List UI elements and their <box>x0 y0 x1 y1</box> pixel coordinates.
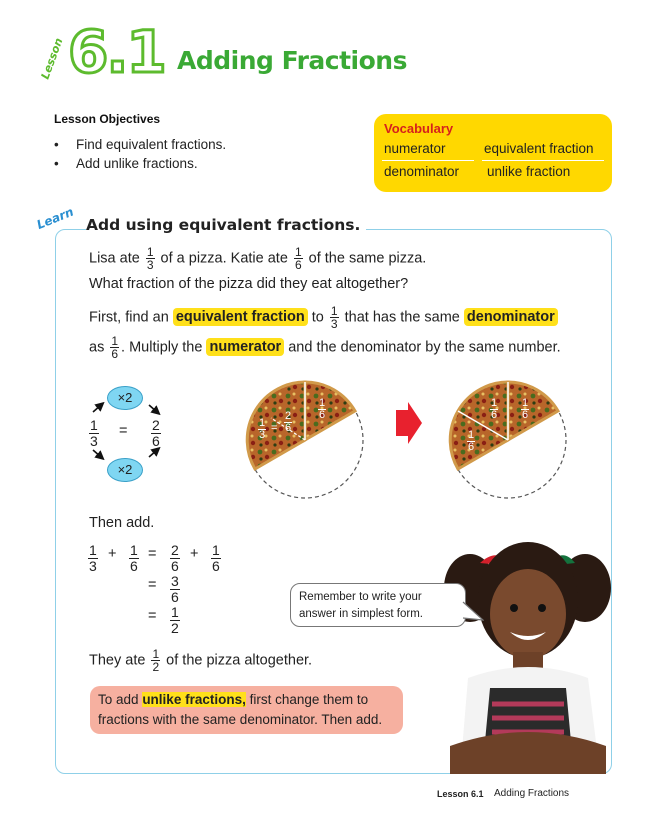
highlight-numerator: numerator <box>206 338 284 356</box>
instruction-text: as $\frac{1}{6}$ . Multiply the numerator and the denominator by the same number. <box>89 334 561 361</box>
student-illustration <box>440 518 615 774</box>
fraction-three-sixths: $\frac{3}{6}$ <box>171 573 179 605</box>
fraction-one-sixth: $\frac{1}{6}$ <box>130 542 138 574</box>
equals-sign: = <box>119 423 128 439</box>
fraction-one-sixth: $\frac{1}{6}$ <box>294 245 302 272</box>
fraction-one-sixth: $\frac{1}{6}$ <box>319 397 326 421</box>
fraction-one-third: $\frac{1}{3}$ <box>90 417 98 449</box>
multiplier-oval: ×2 <box>107 386 143 410</box>
fraction-one-third: $\frac{1}{3}$ <box>259 417 266 441</box>
fraction-one-half: $\frac{1}{2}$ <box>171 604 179 636</box>
fraction-one-sixth: $\frac{1}{6}$ <box>468 429 475 453</box>
fraction-one-sixth: $\frac{1}{6}$ <box>491 397 498 421</box>
multiplier-oval: ×2 <box>107 458 143 482</box>
footer-lesson: Lesson 6.1 <box>437 789 484 799</box>
objectives-title: Lesson Objectives <box>54 112 161 126</box>
highlight-denominator: denominator <box>464 308 558 326</box>
learn-title: Add using equivalent fractions. <box>86 216 366 234</box>
fraction-one-third: $\frac{1}{3}$ <box>146 245 154 272</box>
divider <box>482 160 604 161</box>
objectives-list <box>54 135 226 173</box>
pizza-illustration <box>446 378 571 503</box>
speech-bubble: Remember to write your answer in simplest form. <box>290 583 466 627</box>
divider <box>382 160 474 161</box>
fraction-one-sixth: $\frac{1}{6}$ <box>212 542 220 574</box>
footer-title: Adding Fractions <box>494 788 570 799</box>
vocabulary-box <box>374 114 612 192</box>
question-text: What fraction of the pizza did they eat altogether? <box>89 276 409 292</box>
instruction-text: First, find an equivalent fraction to $\frac{1}{3}$ that has the same denominator <box>89 305 558 330</box>
highlight-equivalent-fraction: equivalent fraction <box>173 308 308 326</box>
vocab-term: numerator <box>384 141 446 156</box>
problem-text: Lisa ate $\frac{1}{3}$ of a pizza. Katie ate $\frac{1}{6}$ of the same pizza. <box>89 245 427 272</box>
fraction-one-third: $\frac{1}{3}$ <box>89 542 97 574</box>
then-add-text: Then add. <box>89 515 155 531</box>
svg-text:Lesson: Lesson <box>40 36 66 82</box>
highlight-unlike-fractions: unlike fractions, <box>142 692 246 707</box>
rule-callout: To add unlike fractions, first change them to fractions with the same denominator. Then add. <box>90 686 403 734</box>
fraction-two-sixths: $\frac{2}{6}$ <box>285 410 292 434</box>
learn-label: Learn <box>34 204 76 232</box>
vocab-term: denominator <box>384 164 460 179</box>
list-item: • Add unlike fractions. <box>54 156 198 171</box>
list-item: • Find equivalent fractions. <box>54 137 227 152</box>
page-title: Adding Fractions <box>177 46 407 75</box>
fraction-two-sixths: $\frac{2}{6}$ <box>152 417 160 449</box>
speech-bubble-tail <box>462 600 484 622</box>
conclusion-text: They ate $\frac{1}{2}$ of the pizza altogether. <box>89 647 313 674</box>
vocabulary-title: Vocabulary <box>384 121 454 136</box>
lesson-number: 6.1 <box>68 18 165 86</box>
arrow-right-icon <box>396 402 422 444</box>
fraction-two-sixths: $\frac{2}{6}$ <box>171 542 179 574</box>
fraction-one-sixth: $\frac{1}{6}$ <box>522 397 529 421</box>
vocab-term: unlike fraction <box>487 164 571 179</box>
vocab-term: equivalent fraction <box>484 141 594 156</box>
